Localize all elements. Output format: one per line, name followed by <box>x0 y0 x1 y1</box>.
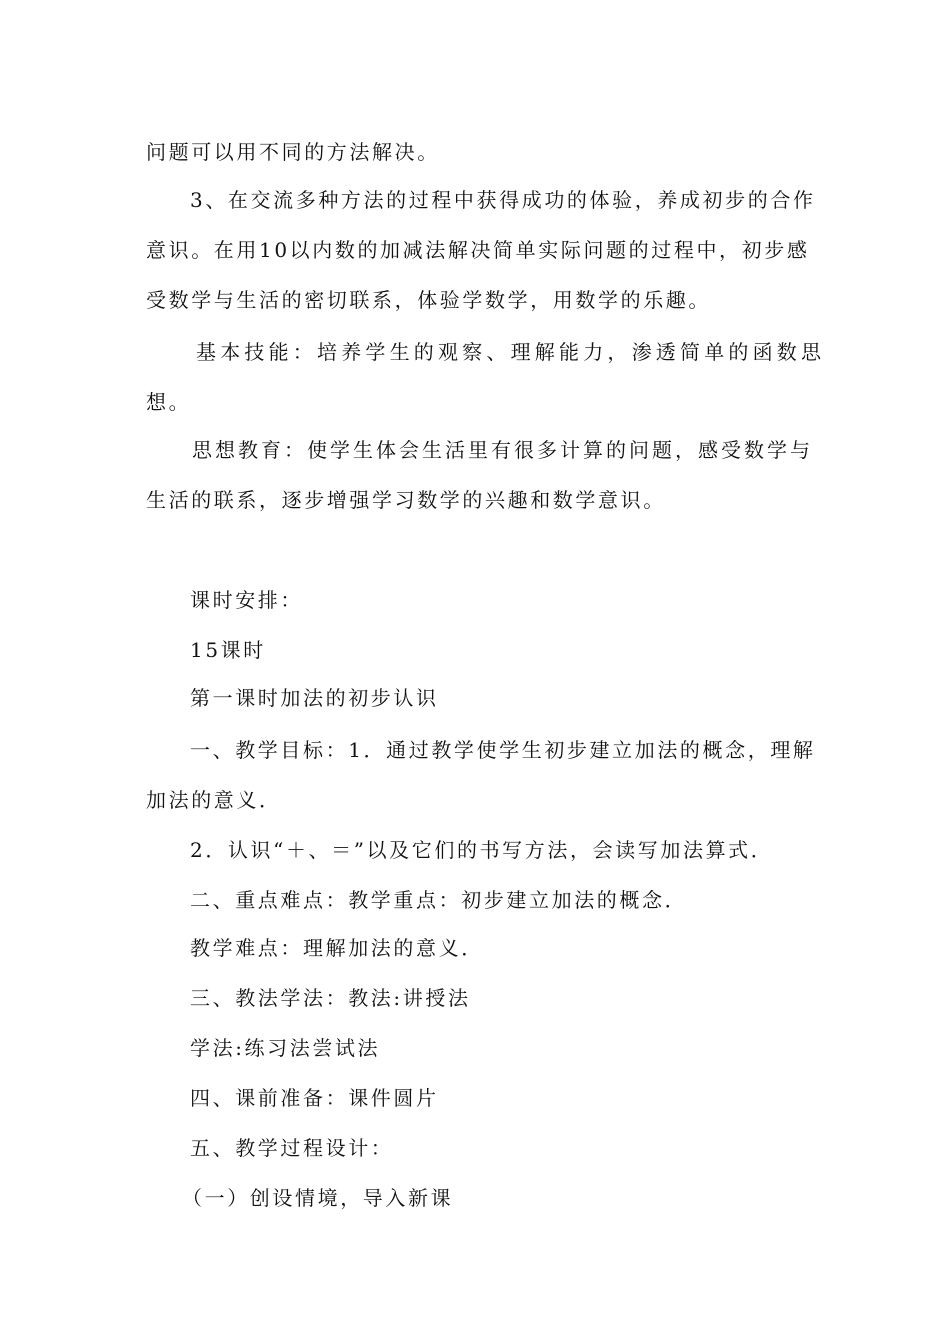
lesson-title: 第一课时加法的初步认识 <box>190 686 439 710</box>
text-line: 意识。在用10以内数的加减法解决简单实际问题的过程中，初步感 <box>146 238 810 262</box>
text-line: 问题可以用不同的方法解决。 <box>146 140 440 164</box>
text-line: 想。 <box>146 390 192 414</box>
text-line: 五、教学过程设计： <box>190 1136 394 1160</box>
text-line: 15课时 <box>190 638 266 662</box>
text-line: 二、重点难点：教学重点：初步建立加法的概念． <box>190 888 688 912</box>
text-line: 思想教育：使学生体会生活里有很多计算的问题，感受数学与 <box>192 438 813 462</box>
text-line: 三、教法学法：教法:讲授法 <box>190 986 471 1010</box>
text-line: 一、教学目标：1．通过教学使学生初步建立加法的概念，理解 <box>190 738 816 762</box>
text-line: 四、课前准备：课件圆片 <box>190 1086 439 1110</box>
text-line: 加法的意义． <box>146 788 282 812</box>
text-line: 教学难点：理解加法的意义． <box>190 936 484 960</box>
text-line: 生活的联系，逐步增强学习数学的兴趣和数学意识。 <box>146 488 666 512</box>
text-line: 3、在交流多种方法的过程中获得成功的体验，养成初步的合作 <box>190 188 816 212</box>
section-heading: 课时安排： <box>190 588 303 612</box>
text-line: 基本技能：培养学生的观察、理解能力，渗透简单的函数思 <box>196 340 826 364</box>
text-line: 受数学与生活的密切联系，体验学数学，用数学的乐趣。 <box>146 288 711 312</box>
text-line: 学法:练习法尝试法 <box>190 1036 381 1060</box>
text-line: 2．认识“＋、＝”以及它们的书写方法，会读写加法算式． <box>190 838 774 862</box>
text-line: （一）创设情境，导入新课 <box>182 1186 454 1210</box>
